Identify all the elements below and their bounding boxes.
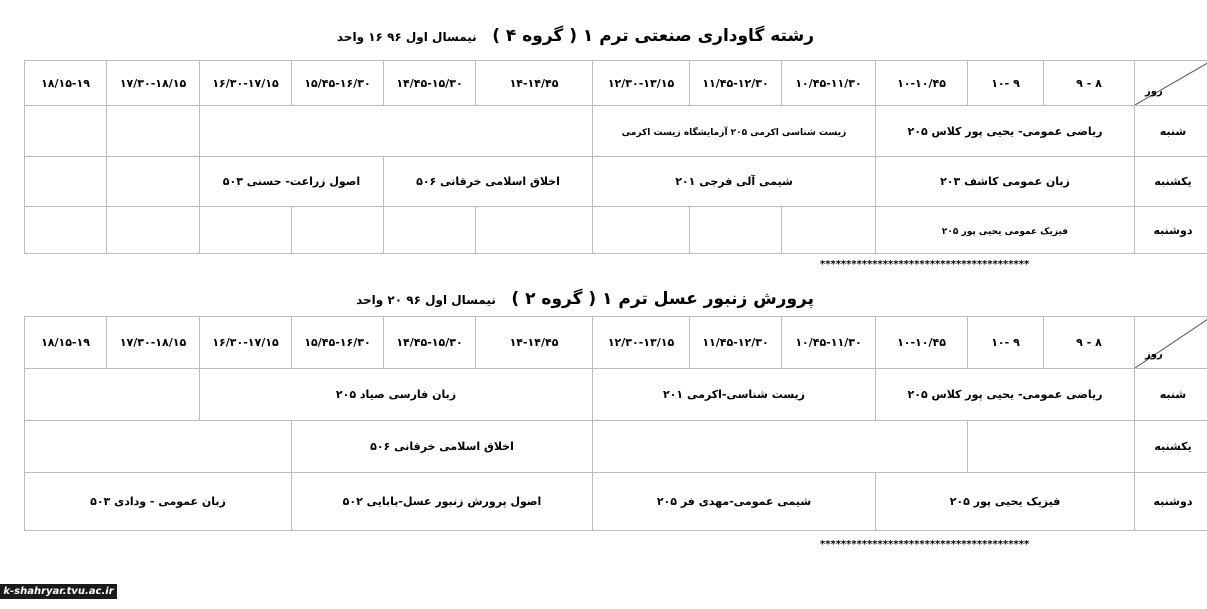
class-label: زبان فارسی صیاد ۲۰۵ — [335, 388, 457, 401]
schedule1-table — [24, 60, 1207, 254]
empty-cell — [25, 207, 107, 254]
empty-cell — [593, 421, 968, 473]
day-label: دوشنبه — [1135, 207, 1207, 254]
schedule1-subtitle: نیمسال اول ۹۶ ۱۶ واحد — [336, 30, 477, 44]
class-label: اخلاق اسلامی خرقانی ۵۰۶ — [370, 440, 514, 453]
class-cell — [593, 157, 876, 207]
time-header: ۱۱/۴۵-۱۲/۳۰ — [690, 61, 782, 106]
diagonal-line-icon — [1135, 317, 1207, 368]
corner-label: روز — [1145, 86, 1163, 97]
empty-cell — [200, 207, 292, 254]
time-header: ۱۵/۴۵-۱۶/۳۰ — [292, 317, 384, 369]
empty-cell — [968, 421, 1135, 473]
time-header: ۱۰-۱۰/۴۵ — [876, 61, 968, 106]
class-cell — [200, 157, 384, 207]
time-header: ۱۴/۴۵-۱۵/۳۰ — [384, 61, 476, 106]
day-label: شنبه — [1135, 369, 1207, 421]
time-header: ۸ - ۹ — [1044, 61, 1135, 106]
class-cell — [593, 369, 876, 421]
time-header: ۱۷/۳۰-۱۸/۱۵ — [107, 61, 200, 106]
schedule1-header-row — [25, 61, 1207, 106]
day-label: دوشنبه — [1135, 473, 1207, 531]
time-header: ۱۰-۱۰/۴۵ — [876, 317, 968, 369]
time-header: ۱۴/۴۵-۱۵/۳۰ — [384, 317, 476, 369]
time-header: ۸ - ۹ — [1044, 317, 1135, 369]
class-label: اصول پرورش زنبور عسل-بابایی ۵۰۲ — [342, 495, 542, 508]
empty-cell — [25, 369, 200, 421]
schedule2-table — [24, 316, 1207, 531]
empty-cell — [292, 207, 384, 254]
time-header: ۱۷/۳۰-۱۸/۱۵ — [107, 317, 200, 369]
site-url-footer[interactable]: k-shahryar.tvu.ac.ir — [0, 584, 117, 599]
time-header: ۱۲/۳۰-۱۳/۱۵ — [593, 317, 690, 369]
schedule1-title: رشته گاوداری صنعتی ترم ۱ ( گروه ۴ ) — [492, 26, 814, 46]
schedule1-corner-cell — [1135, 61, 1207, 106]
class-cell — [593, 473, 876, 531]
day-label: شنبه — [1135, 106, 1207, 157]
diagonal-line-icon — [1135, 61, 1207, 105]
time-header: ۱۸/۱۵-۱۹ — [25, 317, 107, 369]
class-label: اصول زراعت- حسنی ۵۰۳ — [222, 175, 361, 188]
class-cell — [292, 473, 593, 531]
class-label: ریاضی عمومی- یحیی پور کلاس ۲۰۵ — [907, 388, 1103, 401]
schedule2-row-monday — [25, 473, 1207, 531]
time-header: ۱۱/۴۵-۱۲/۳۰ — [690, 317, 782, 369]
class-cell — [876, 207, 1135, 254]
class-label: ریاضی عمومی- یحیی پور کلاس ۲۰۵ — [907, 124, 1103, 138]
day-label: یکشنبه — [1135, 421, 1207, 473]
class-cell — [200, 369, 593, 421]
schedule1-row-saturday — [25, 106, 1207, 157]
class-cell — [876, 106, 1135, 157]
schedule2-title: پرورش زنبور عسل ترم ۱ ( گروه ۲ ) — [511, 289, 814, 309]
empty-cell — [200, 106, 593, 157]
class-cell — [384, 157, 593, 207]
schedule2-header-row — [25, 317, 1207, 369]
class-label: زیست شناسی-اکرمی ۲۰۱ — [662, 388, 805, 401]
class-label: اخلاق اسلامی خرقانی ۵۰۶ — [416, 175, 560, 188]
schedule2-row-saturday — [25, 369, 1207, 421]
class-label: زبان عمومی کاشف ۲۰۳ — [940, 175, 1070, 188]
empty-cell — [107, 157, 200, 207]
schedule2-star-divider: **************************************** — [820, 539, 1030, 550]
time-header: ۱۴-۱۴/۴۵ — [476, 61, 593, 106]
class-label: زبان عمومی - ودادی ۵۰۳ — [90, 495, 226, 508]
empty-cell — [384, 207, 476, 254]
corner-label: روز — [1145, 349, 1163, 360]
time-header: ۱۲/۳۰-۱۳/۱۵ — [593, 61, 690, 106]
time-header: ۱۰/۴۵-۱۱/۳۰ — [782, 317, 876, 369]
class-label: فیزیک عمومی یحیی پور ۲۰۵ — [941, 226, 1069, 237]
empty-cell — [107, 106, 200, 157]
time-header: ۱۸/۱۵-۱۹ — [25, 61, 107, 106]
empty-cell — [25, 157, 107, 207]
time-header: ۱۴-۱۴/۴۵ — [476, 317, 593, 369]
class-cell — [292, 421, 593, 473]
class-cell — [876, 157, 1135, 207]
time-header: ۱۶/۳۰-۱۷/۱۵ — [200, 317, 292, 369]
class-label: شیمی عمومی-مهدی فر ۲۰۵ — [656, 495, 812, 508]
day-label: یکشنبه — [1135, 157, 1207, 207]
schedule1-row-monday — [25, 207, 1207, 254]
empty-cell — [782, 207, 876, 254]
empty-cell — [593, 207, 690, 254]
schedule2-subtitle: نیمسال اول ۹۶ ۲۰ واحد — [356, 293, 496, 307]
time-header: ۹ -۱۰ — [968, 61, 1044, 106]
empty-cell — [476, 207, 593, 254]
class-label: زیست شناسی اکرمی ۲۰۵ آزمایشگاه زیست اکرمی — [621, 127, 847, 138]
time-header: ۱۵/۴۵-۱۶/۳۰ — [292, 61, 384, 106]
schedule1-row-sunday — [25, 157, 1207, 207]
empty-cell — [25, 421, 292, 473]
schedule2-corner-cell — [1135, 317, 1207, 369]
time-header: ۱۶/۳۰-۱۷/۱۵ — [200, 61, 292, 106]
class-label: شیمی آلی فرجی ۲۰۱ — [675, 175, 793, 188]
class-cell — [593, 106, 876, 157]
class-cell — [25, 473, 292, 531]
empty-cell — [25, 106, 107, 157]
empty-cell — [690, 207, 782, 254]
empty-cell — [107, 207, 200, 254]
schedule1-star-divider: **************************************** — [820, 259, 1030, 270]
time-header: ۱۰/۴۵-۱۱/۳۰ — [782, 61, 876, 106]
class-cell — [876, 473, 1135, 531]
class-label: فیزیک یحیی پور ۲۰۵ — [949, 495, 1061, 508]
class-cell — [876, 369, 1135, 421]
schedule1-title-block — [337, 26, 814, 46]
schedule2-title-block — [356, 289, 814, 309]
time-header: ۹ -۱۰ — [968, 317, 1044, 369]
schedule2-row-sunday — [25, 421, 1207, 473]
